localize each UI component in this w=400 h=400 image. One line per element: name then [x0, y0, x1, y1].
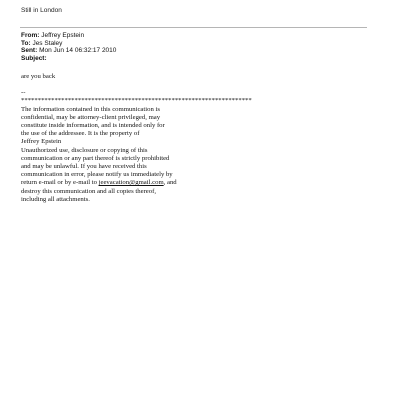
disclaimer-line-11: destroy this communication and all copies thereof, — [21, 187, 157, 195]
disclaimer-line-8: and may be unlawful. If you have received this — [21, 163, 147, 171]
sent-row — [21, 47, 116, 55]
disclaimer-line-1: The information contained in this communication is — [21, 105, 160, 113]
to-value: Jes Staley — [32, 39, 63, 47]
header-divider — [20, 27, 367, 28]
disclaimer-line-2: confidential, may be attorney-client privileged, may — [21, 113, 161, 121]
from-label: From: — [21, 32, 40, 39]
from-row — [21, 32, 116, 40]
to-row — [21, 40, 116, 48]
line10-before: return e-mail or by e-mail to — [21, 179, 99, 187]
disclaimer-line-7: communication or any part thereof is strictly prohibited — [21, 154, 170, 162]
sent-value: Mon Jun 14 06:32:17 2010 — [39, 47, 117, 55]
sent-label: Sent: — [21, 47, 38, 55]
message-text: are you back — [21, 73, 56, 80]
stars-line: ********************************************************************* — [21, 97, 252, 105]
disclaimer-line-9: communication in error, please notify us immediately by — [21, 171, 173, 179]
email-link[interactable]: jeevacation@gmail.com — [98, 179, 164, 187]
disclaimer-line-6: Unauthorized use, disclosure or copying of this — [21, 146, 148, 154]
email-body — [21, 73, 281, 204]
disclaimer-line-10 — [21, 179, 281, 187]
from-value: Jeffrey Epstein — [41, 32, 85, 39]
to-label: To: — [21, 39, 31, 47]
subject-label: Subject: — [21, 54, 47, 62]
email-header — [21, 32, 116, 62]
signature-separator: -- — [21, 89, 26, 97]
disclaimer-line-4: the use of the addressee. It is the property of — [21, 130, 140, 138]
disclaimer-line-3: constitute inside information, and is intended only for — [21, 122, 165, 130]
email-subject-title: Still in London — [21, 7, 62, 14]
line10-after: , and — [163, 179, 177, 187]
disclaimer-line-12: including all attachments. — [21, 195, 90, 203]
disclaimer-line-5: Jeffrey Epstein — [21, 138, 62, 146]
subject-row — [21, 55, 116, 63]
